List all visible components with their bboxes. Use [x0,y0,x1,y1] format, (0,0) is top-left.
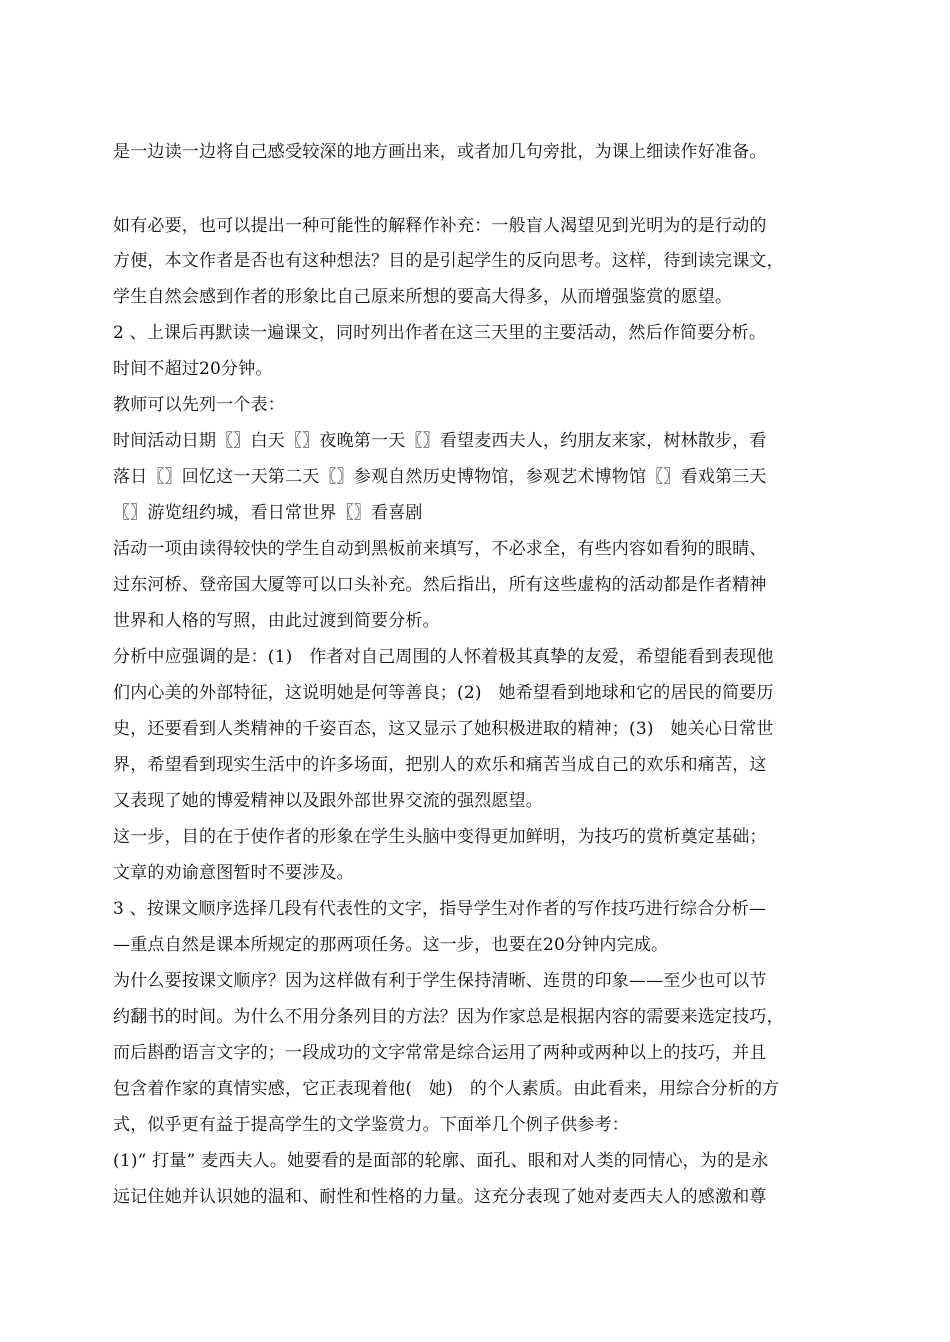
text-line: 落日〖〗回忆这一天第二天〖〗参观自然历史博物馆，参观艺术博物馆〖〗看戏第三天 [113,467,767,487]
text-line: 史，还要看到人类精神的千姿百态，这又显示了她积极进取的精神；(3) 她关心日常世 [113,719,774,739]
text-line: 们内心美的外部特征，这说明她是何等善良；(2) 她希望看到地球和它的居民的简要历 [113,683,774,703]
text-line: 远记住她并认识她的温和、耐性和性格的力量。这充分表现了她对麦西夫人的感激和尊 [113,1187,767,1207]
text-line: 包含着作家的真情实感，它正表现着他( 她) 的个人素质。由此看来，用综合分析的方 [113,1079,780,1099]
text-line: 〖〗游览纽约城，看日常世界〖〗看喜剧 [113,503,423,523]
text-line: 文章的劝谕意图暂时不要涉及。 [113,863,354,883]
text-line: 过东河桥、登帝国大厦等可以口头补充。然后指出，所有这些虚构的活动都是作者精神 [113,575,767,595]
text-line: 时间活动日期〖〗白天〖〗夜晚第一天〖〗看望麦西夫人，约朋友来家，树林散步，看 [113,431,767,451]
text-line: 式，似乎更有益于提高学生的文学鉴赏力。下面举几个例子供参考： [113,1115,629,1135]
text-line: 为什么要按课文顺序？因为这样做有利于学生保持清晰、连贯的印象——至少也可以节 [113,971,767,991]
text-line: 方便，本文作者是否也有这种想法？目的是引起学生的反向思考。这样，待到读完课文， [113,251,784,271]
text-line: 这一步，目的在于使作者的形象在学生头脑中变得更加鲜明，为技巧的赏析奠定基础； [113,827,767,847]
text-line: 2 、上课后再默读一遍课文，同时列出作者在这三天里的主要活动，然后作简要分析。 [113,323,767,343]
text-line: 世界和人格的写照，由此过渡到简要分析。 [113,611,440,631]
text-line: 又表现了她的博爱精神以及跟外部世界交流的强烈愿望。 [113,791,543,811]
text-line: 活动一项由读得较快的学生自动到黑板前来填写，不必求全，有些内容如看狗的眼睛、 [113,539,767,559]
text-line: 界，希望看到现实生活中的许多场面，把别人的欢乐和痛苦当成自己的欢乐和痛苦，这 [113,755,767,775]
text-line: —重点自然是课本所规定的那两项任务。这一步，也要在20分钟内完成。 [113,935,669,955]
text-line: 3 、按课文顺序选择几段有代表性的文字，指导学生对作者的写作技巧进行综合分析— [113,899,767,919]
text-line: 是一边读一边将自己感受较深的地方画出来，或者加几句旁批，为课上细读作好准备。 [113,142,767,162]
text-line: 分析中应强调的是：(1) 作者对自己周围的人怀着极其真挚的友爱，希望能看到表现他 [113,647,774,667]
text-line: 如有必要，也可以提出一种可能性的解释作补充：一般盲人渴望见到光明为的是行动的 [113,216,767,236]
text-line: 而后斟酌语言文字的；一段成功的文字常常是综合运用了两种或两种以上的技巧，并且 [113,1043,767,1063]
text-line: 教师可以先列一个表： [113,395,285,415]
text-line: 学生自然会感到作者的形象比自己原来所想的要高大得多，从而增强鉴赏的愿望。 [113,287,733,307]
text-line: 时间不超过20分钟。 [113,359,273,379]
text-line: (1)“ 打量” 麦西夫人。她要看的是面部的轮廓、面孔、眼和对人类的同情心，为的是永 [113,1151,769,1171]
text-line: 约翻书的时间。为什么不用分条列目的方法？因为作家总是根据内容的需要来选定技巧， [113,1007,784,1027]
